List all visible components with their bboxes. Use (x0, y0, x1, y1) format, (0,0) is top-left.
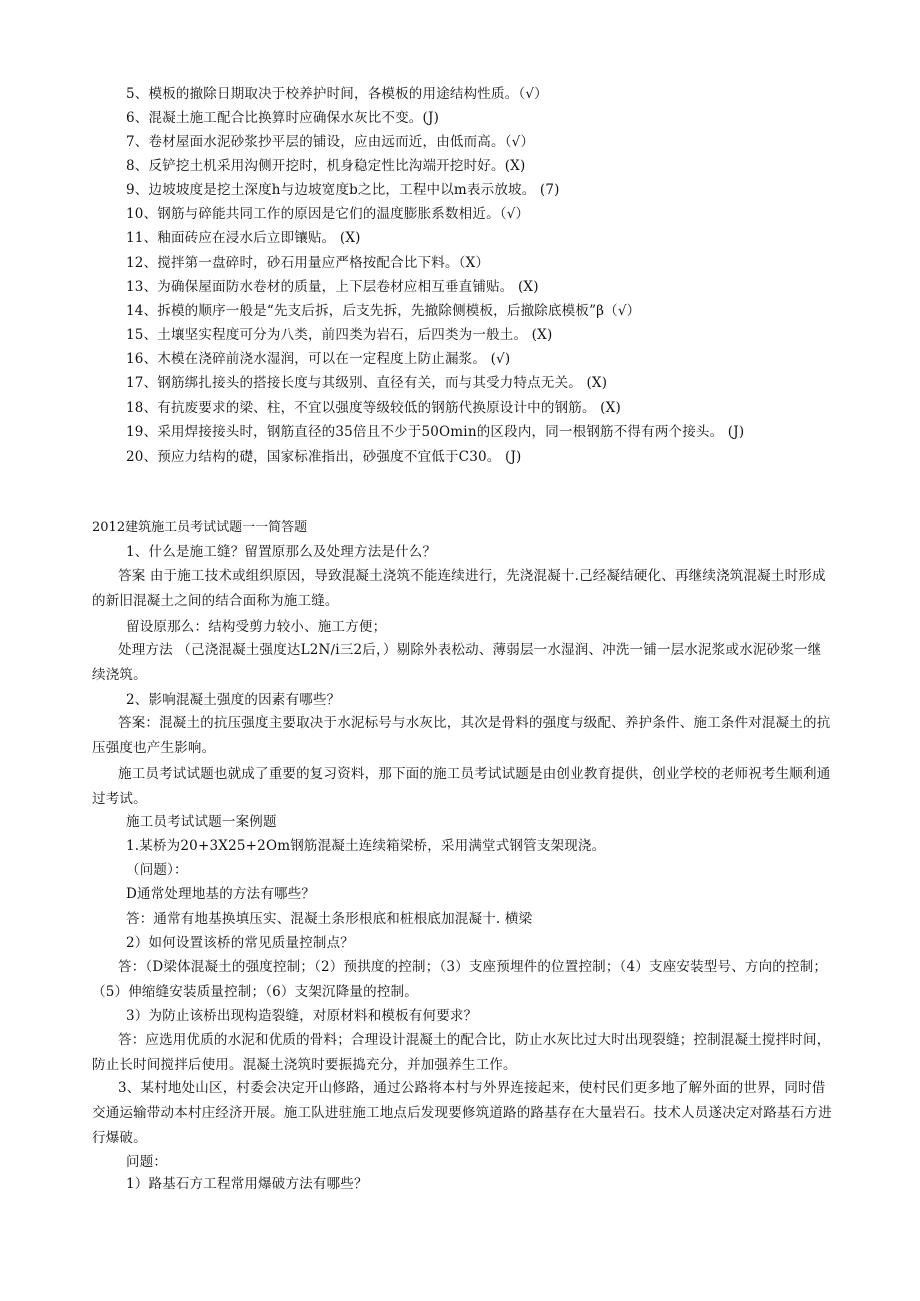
tf-item-17: 17、钢筋绑扎接头的搭接长度与其级别、直径有关，而与其受力特点无关。 (X) (126, 375, 608, 391)
tf-item-14: 14、拆模的顺序一般是“先支后拆，后支先拆，先撤除侧模板，后撤除底模板”β（√） (126, 303, 641, 319)
case-heading: 施工员考试试题一案例题 (126, 814, 277, 830)
section-heading: 2012建筑施工员考试试题一一简答题 (92, 520, 308, 535)
question-2: 2、影响混凝土强度的因素有哪些？ (126, 692, 341, 708)
case-1-question-2: 2）如何设置该桥的常见质量控制点？ (126, 935, 354, 951)
tf-item-15: 15、土壤坚实程度可分为八类，前四类为岩石，后四类为一般土。 (X) (126, 327, 553, 343)
case-3: 3、某村地处山区，村委会决定开山修路，通过公路将本村与外界连接起来，使村民们更多地了解外面的世界，同时借交通运输带动本村庄经济开展。施工队进驻施工地点后发现要修筑道路的路基存在大量岩石。技术人员遂决定对路基石方进行爆破。 (92, 1080, 832, 1146)
tf-item-20: 20、预应力结构的礎，国家标准指出，砂强度不宜低于C30。 (J) (126, 449, 522, 465)
case-1: 1.某桥为20+3X25+2Om钢筋混凝土连续箱梁桥，采用满堂式钢管支架现浇。 (126, 838, 606, 854)
case-1-answer-3: 答：应选用优质的水泥和优质的骨料；合理设计混凝土的配合比，防止水灰比过大时出现裂缝；控制混凝土搅拌时间，防止长时间搅拌后使用。混凝土浇筑时要振捣充分，并加强养生工作。 (92, 1032, 831, 1073)
tf-item-18: 18、有抗废要求的梁、柱，不宜以强度等级较低的钢筋代换原设计中的钢筋。 (X) (126, 400, 621, 416)
answer-1-principle: 留设原那么：结构受剪力较小、施工方便； (126, 619, 387, 635)
case-3-question-label: 问题： (126, 1154, 168, 1170)
case-3-question-1: 1）路基石方工程常用爆破方法有哪些？ (126, 1176, 368, 1192)
tf-item-7: 7、卷材屋面水泥砂浆抄平层的铺设，应由远而近，由低而高。（√） (126, 134, 535, 150)
case-1-question-3: 3）为防止该桥出现构造裂缝，对原材料和模板有何要求？ (126, 1008, 478, 1024)
exam-note: 施工员考试试题也就成了重要的复习资料，那下面的施工员考试试题是由创业教育提供，创业学校的老师祝考生顺利通过考试。 (92, 766, 831, 807)
answer-1: 答案 由于施工技术或组织原因，导致混凝土浇筑不能连续进行，先浇混凝十.己经凝结硬化、再继续浇筑混凝土时形成的新旧混凝土之间的结合面称为施工缝。 (92, 568, 826, 609)
tf-item-8: 8、反铲挖土机采用沟侧开挖时，机身稳定性比沟端开挖时好。(X) (126, 158, 526, 174)
tf-item-19: 19、采用焊接接头时，钢筋直径的35倍且不少于50Omin的区段内，同一根钢筋不得有两个接头。 (J) (126, 424, 745, 440)
tf-item-11: 11、釉面砖应在浸水后立即镶贴。 (X) (126, 230, 361, 246)
answer-1-method: 处理方法 （己浇混凝土强度达L2N∕i三2后，）剔除外表松动、薄弱层一水湿润、冲洗一铺一层水泥浆或水泥砂浆一继续浇筑。 (92, 642, 822, 683)
tf-item-6: 6、混凝土施工配合比换算时应确保水灰比不变。(J) (126, 110, 440, 126)
tf-item-12: 12、搅拌第一盘碎时，砂石用量应严格按配合比下料。（X） (126, 255, 490, 271)
tf-item-13: 13、为确保屋面防水卷材的质量，上下层卷材应相互垂直铺贴。 (X) (126, 279, 539, 295)
tf-item-10: 10、钢筋与碎能共同工作的原因是它们的温度膨胀系数相近。（√） (126, 206, 530, 222)
case-1-answer-1: 答：通常有地基换填压实、混凝土条形根底和桩根底加混凝十. 横梁 (126, 911, 533, 927)
question-1: 1、什么是施工缝？留置原那么及处理方法是什么？ (126, 544, 437, 560)
tf-item-9: 9、边坡坡度是挖土深度h与边坡宽度b之比，工程中以m表示放坡。 (7) (126, 182, 560, 198)
tf-item-5: 5、模板的撤除日期取决于校养护时间，各模板的用途结构性质。（√） (126, 86, 548, 102)
tf-item-16: 16、木模在浇碎前浇水湿润，可以在一定程度上防止漏浆。 (√) (126, 351, 511, 367)
case-1-question-1: D通常处理地基的方法有哪些？ (126, 886, 316, 902)
case-1-answer-2: 答：（D梁体混凝土的强度控制；（2）预拱度的控制；（3）支座预埋件的位置控制；（4）支座安装型号、方向的控制；（5）伸缩缝安装质量控制；（6）支架沉降量的控制。 (92, 959, 828, 1000)
case-1-question-label: （问题）： (126, 862, 188, 878)
answer-2: 答案：混凝土的抗压强度主要取决于水泥标号与水灰比，其次是骨料的强度与级配、养护条件、施工条件对混凝土的抗压强度也产生影响。 (92, 715, 831, 756)
